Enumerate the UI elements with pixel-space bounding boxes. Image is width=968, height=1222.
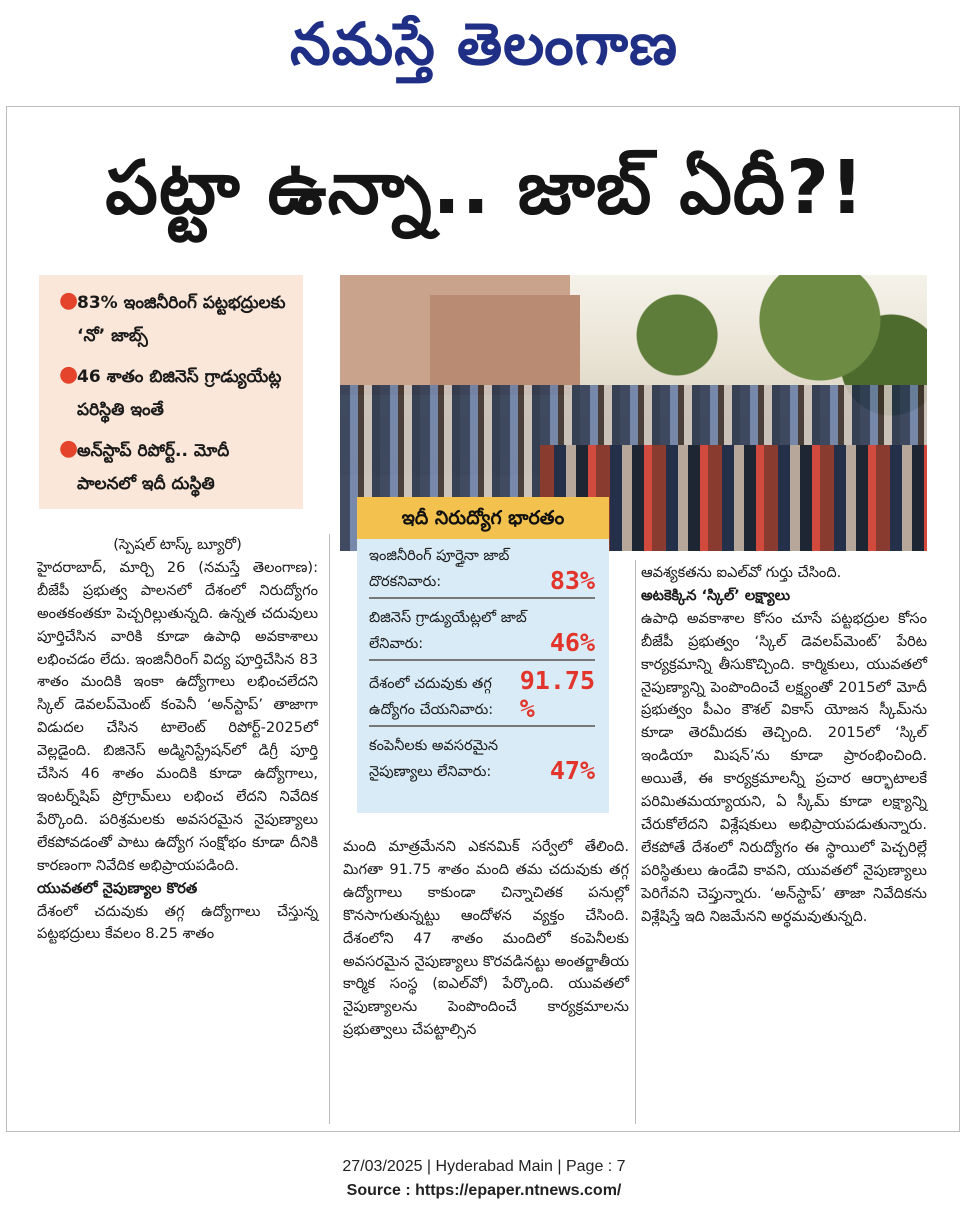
paragraph: మంది మాత్రమేనని ఎకనమిక్ సర్వేలో తేలింది. మిగతా 91.75 శాతం మంది తమ చదువుకు తగ్గ ఉద్యోగాలు కాకుండా చిన్నాచితక పనుల్లో కొనసాగుతున్నట్టు ఆందోళన వ్యక్తం చేసింది. దేశంలోని 47 శాతం మందిలో కంపెనీలకు అవసరమైన నైపుణ్యాలు కొరవడినట్టు అంతర్జాతీయ కార్మిక సంస్థ (ఐఎల్‌వో) పేర్కొంది. యువతలో నైపుణ్యాలను పెంపొందించే కార్యక్రమాలను ప్రభుత్వాలు చేపట్టాల్సిన [343,838,629,1039]
stat-value: 91.75 % [519,666,595,723]
stats-box [357,539,609,813]
paragraph: దేశంలో చదువుకు తగ్గ ఉద్యోగాలు చేస్తున్న పట్టభద్రులు కేవలం 8.25 శాతం [37,902,318,943]
stat-item: ఇంజినీరింగ్ పూర్తైనా జాబ్ దొరకనివారు: 83% [369,543,595,599]
masthead-logo: నమస్తే తెలంగాణ [290,10,678,78]
stat-value: 83% [549,566,595,595]
bullet-icon: ● [59,288,79,313]
column-divider [635,560,636,1124]
footer-source: Source : https://epaper.ntnews.com/ [346,1182,622,1199]
highlight-item: ● 46 శాతం బిజినెస్ గ్రాడ్యుయేట్ల పరిస్థితి ఇంతే [59,361,293,427]
subheading: అటకెక్కిన ‘స్కిల్’ లక్ష్యాలు [641,586,791,604]
footer-date-edition: 27/03/2025 | Hyderabad Main | Page : 7 [342,1158,626,1175]
stat-item: బిజినెస్ గ్రాడ్యుయేట్లలో జాబ్ లేనివారు: 46% [369,605,595,661]
article-column-2 [343,836,629,1042]
highlight-item: ● అన్‌స్టాప్ రిపోర్ట్.. మోదీ పాలనలో ఇదీ దుస్థితి [59,435,293,501]
highlights-box [39,275,303,509]
highlight-item: ● 83% ఇంజినీరింగ్ పట్టభద్రులకు ‘నో’ జాబ్స్ [59,287,293,353]
bullet-icon: ● [59,436,79,461]
byline: (స్పెషల్ టాస్క్ బ్యూరో) [113,536,242,553]
paragraph: హైదరాబాద్, మార్చి 26 (నమస్తే తెలంగాణ): బీజేపీ ప్రభుత్వ పాలనలో దేశంలో నిరుద్యోగం అంతకంతకూ పెచ్చరిల్లుతున్నది. ఉన్నత చదువులు పూర్తిచేసిన వారికి కూడా ఉపాధి అవకాశాలు లభించడం లేదు. ఇంజినీరింగ్ విద్య పూర్తిచేసిన 83 శాతం మందికి ఇంకా ఉద్యోగాలు లభించలేదని స్కిల్ డెవలప్‌మెంట్ కంపెనీ ‘అన్‌స్టాప్’ తాజాగా విడుదల చేసిన టాలెంట్ రిపోర్ట్-2025లో వెల్లడైంది. బిజినెస్ అడ్మినిస్ట్రేషన్‌లో డిగ్రీ పూర్తి చేసిన 46 శాతం మందికి కూడా ఉద్యోగాలు, ఇంటర్న్‌షిప్ ప్రోగ్రామ్‌లు లభించ లేదని నివేదిక పేర్కొంది. పరిశ్రమలకు అవసరమైన నైపుణ్యాలు లేకపోవడంతో పాటు ఉద్యోగ సంక్షోభం కూడా దీనికి కారణంగా నివేదిక అభిప్రాయపడింది. [37,558,318,874]
article-column-1 [37,534,318,946]
column-divider [329,534,330,1124]
bullet-icon: ● [59,362,79,387]
stat-item: దేశంలో చదువుకు తగ్గ ఉద్యోగం చేయనివారు: 91.75 % [369,667,595,727]
article-column-3 [641,562,927,929]
stat-item: కంపెనీలకు అవసరమైన నైపుణ్యాలు లేనివారు: 47% [369,738,595,785]
photo-label: ఇదీ నిరుద్యోగ భారతం [357,497,609,539]
stat-value: 46% [549,628,595,657]
paragraph: ఆవశ్యకతను ఐఎల్‌వో గుర్తు చేసింది. [641,564,842,581]
subheading: యువతలో నైపుణ్యాల కొరత [37,879,198,897]
headline: పట్టా ఉన్నా.. జాబ్ ఏదీ?! [105,145,865,231]
stat-value: 47% [549,756,595,785]
masthead [0,0,968,90]
paragraph: ఉపాధి అవకాశాల కోసం చూసే పట్టభద్రుల కోసం బీజేపీ ప్రభుత్వం ‘స్కిల్ డెవలప్‌మెంట్’ పేరిట కార్యక్రమాన్ని తీసుకొచ్చింది. కార్మికులు, యువతలో నైపుణ్యాన్ని పెంపొందించే లక్ష్యంతో 2015లో మోదీ ప్రభుత్వం పీఎం కౌశల్ వికాస్ యోజన స్కీమ్‌ను కూడా తెరమీదకు తెచ్చింది. 2015లో ‘స్కిల్ ఇండియా మిషన్’ను కూడా ప్రారంభించింది. అయితే, ఈ కార్యక్రమాలన్నీ ప్రచార ఆర్భాటాలకే పరిమితమయ్యాయని, ఏ స్కీమ్ కూడా లక్ష్యాన్ని చేరుకోలేదని విశ్లేషకులు అభిప్రాయపడుతున్నారు. లేకపోతే దేశంలో నిరుద్యోగం ఈ స్థాయిలో పెచ్చరిల్లే పరిస్థితులు ఉండేవి కావని, యువతలో నైపుణ్యాలు పెరిగేవని చెప్తున్నారు. ‘అన్‌స్టాప్’ తాజా నివేదికను విశ్లేషిస్తే ఇది నిజమేనని అర్థమవుతున్నది. [641,609,927,925]
